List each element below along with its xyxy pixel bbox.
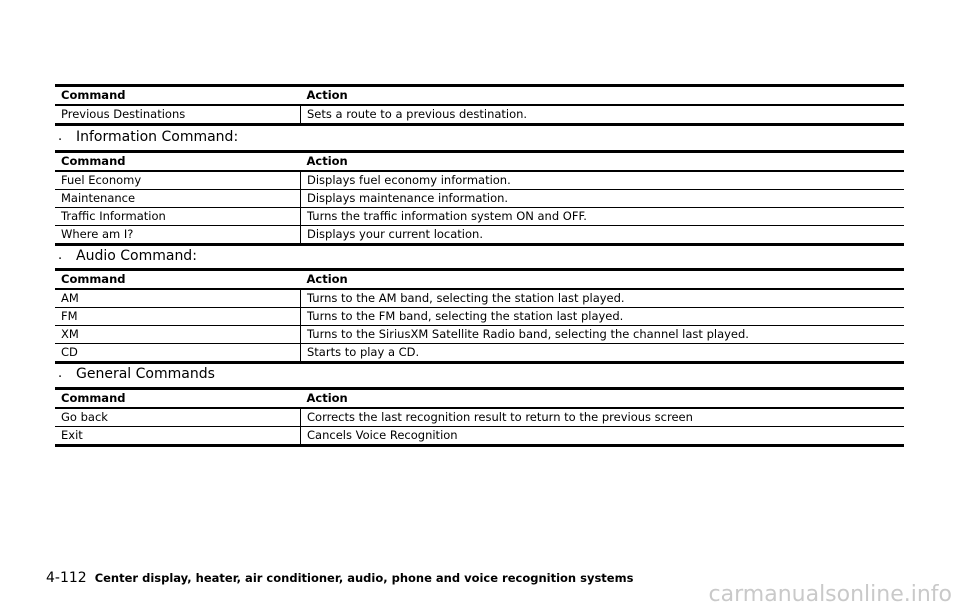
page-footer [46, 570, 633, 586]
bullet-marker: . [58, 366, 63, 381]
table-row [55, 105, 904, 125]
section-heading-information [58, 128, 238, 146]
table-row [55, 208, 904, 226]
table-header-row [55, 389, 904, 409]
command-cell: Previous Destinations [55, 105, 301, 125]
chapter-title: Center display, heater, air conditioner, audio, phone and voice recognition systems [94, 571, 634, 585]
command-cell: Exit [55, 427, 301, 446]
command-column-header: Command [55, 86, 301, 106]
command-cell: Where am I? [55, 226, 301, 245]
command-column-header: Command [55, 270, 301, 290]
table-row [55, 289, 904, 308]
action-cell: Turns to the SiriusXM Satellite Radio band, selecting the channel last played. [301, 326, 905, 344]
section-heading-audio [58, 247, 197, 265]
action-cell: Sets a route to a previous destination. [307, 107, 528, 121]
table-header-row [55, 86, 904, 106]
command-cell: Maintenance [55, 190, 301, 208]
action-column-header: Action [301, 86, 905, 106]
watermark: carmanualsonline.info [708, 582, 952, 607]
audio-command-table [55, 268, 904, 364]
action-cell: Corrects the last recognition result to return to the previous screen [301, 408, 905, 427]
command-cell: Fuel Economy [55, 171, 301, 190]
section-heading-text: General Commands [76, 366, 215, 382]
table-row [55, 408, 904, 427]
navigation-command-table [55, 84, 904, 126]
table-row [55, 226, 904, 245]
table-row [55, 308, 904, 326]
action-cell: Turns to the AM band, selecting the station last played. [301, 289, 905, 308]
table-row [55, 171, 904, 190]
action-cell: Cancels Voice Recognition [307, 428, 458, 442]
command-column-header: Command [55, 152, 301, 172]
action-cell: Turns the traffic information system ON and OFF. [301, 208, 905, 226]
command-cell: Go back [55, 408, 301, 427]
command-cell: FM [55, 308, 301, 326]
action-cell: Displays your current location. [307, 227, 483, 241]
table-header-row [55, 152, 904, 172]
command-column-header: Command [55, 389, 301, 409]
information-command-table [55, 150, 904, 246]
action-cell: Starts to play a CD. [307, 345, 420, 359]
section-heading-text: Audio Command: [76, 248, 197, 264]
command-cell: Traffic Information [55, 208, 301, 226]
bullet-marker: . [58, 248, 63, 263]
bullet-marker: . [58, 129, 63, 144]
command-cell: CD [55, 344, 301, 363]
section-heading-text: Information Command: [76, 129, 239, 145]
action-cell: Displays maintenance information. [301, 190, 905, 208]
command-cell: XM [55, 326, 301, 344]
table-row [55, 344, 904, 363]
action-cell: Displays fuel economy information. [301, 171, 905, 190]
table-row [55, 190, 904, 208]
table-row [55, 326, 904, 344]
action-column-header: Action [301, 389, 905, 409]
section-heading-general [58, 365, 215, 383]
page-number: 4-112 [46, 570, 87, 586]
command-cell: AM [55, 289, 301, 308]
table-header-row [55, 270, 904, 290]
action-cell: Turns to the FM band, selecting the station last played. [301, 308, 905, 326]
general-command-table [55, 387, 904, 447]
table-row [55, 427, 904, 446]
action-column-header: Action [301, 270, 905, 290]
action-column-header: Action [301, 152, 905, 172]
